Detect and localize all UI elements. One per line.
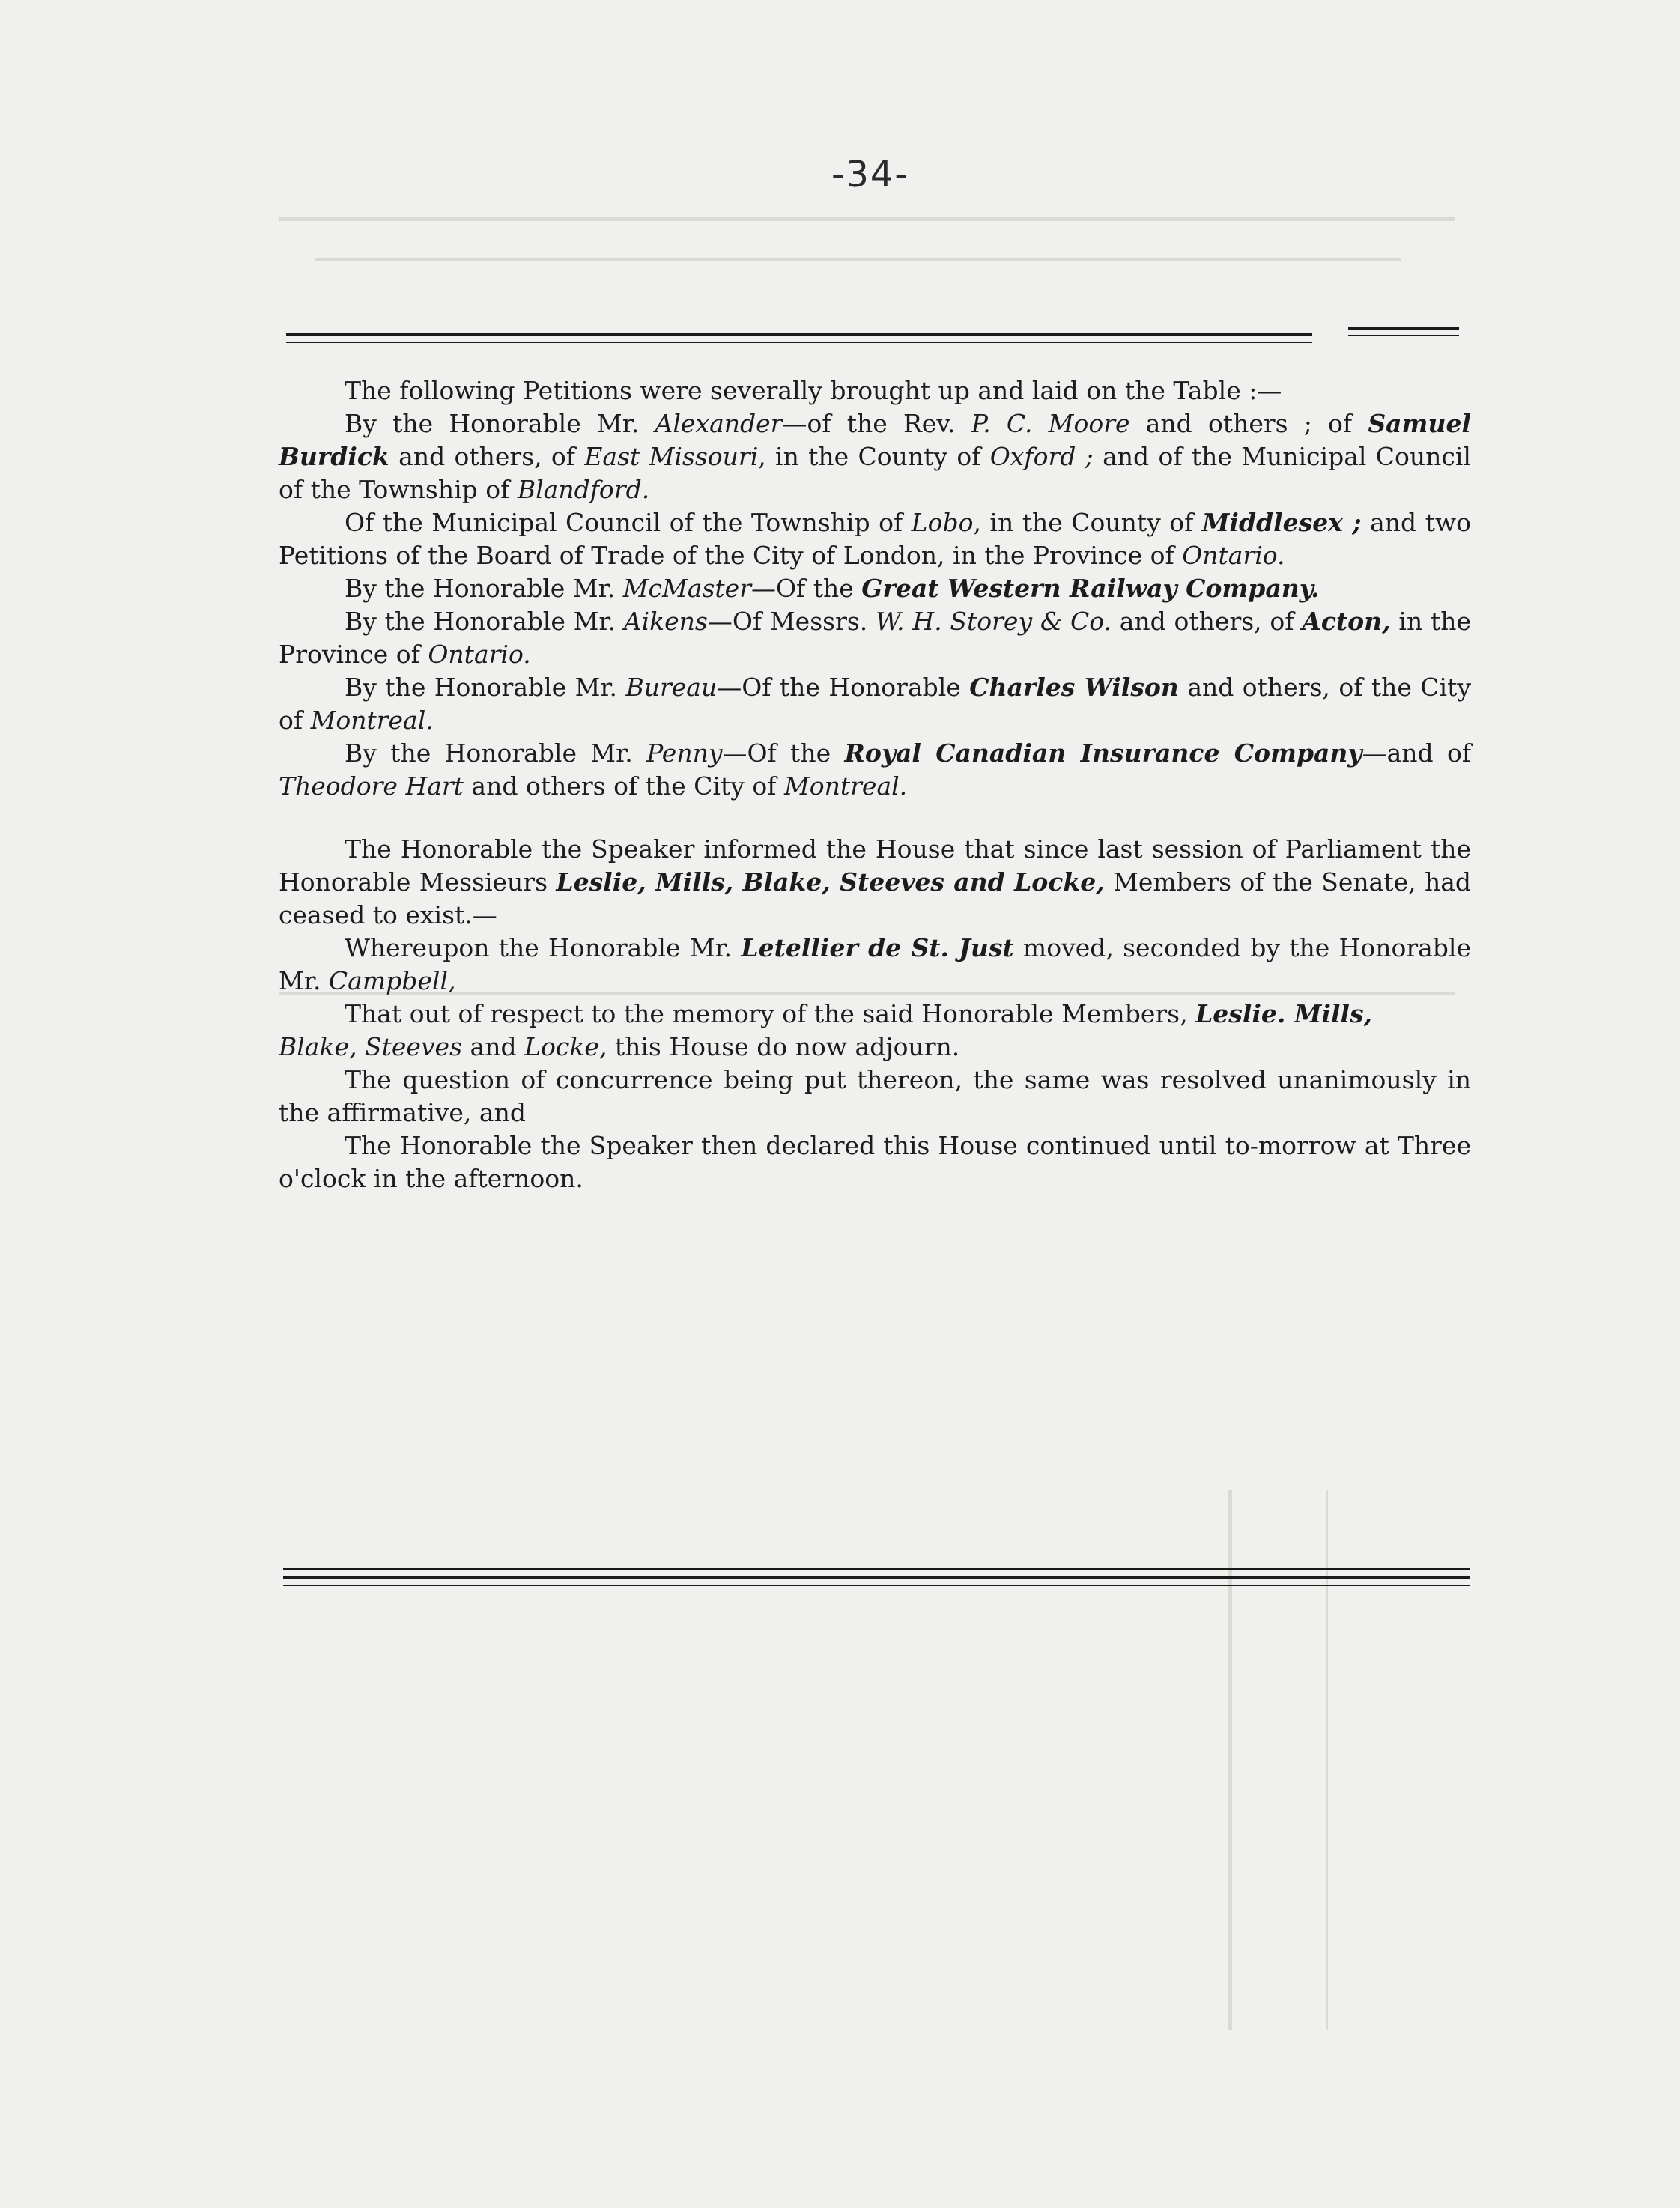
bottom-rule-thin-2 — [283, 1585, 1470, 1586]
petition-lobo: Of the Municipal Council of the Township of Lobo, in the County of Middlesex ; and two Petitions of the Board of Trade of the City of London, in the Province of Ontario. — [279, 508, 1472, 570]
petition-bureau: By the Honorable Mr. Bureau—Of the Honorable Charles Wilson and others, of the City of Montreal. — [279, 673, 1472, 735]
member-name: Bureau — [625, 673, 718, 702]
top-rule-right-thick — [1348, 327, 1459, 330]
bleed-through-rule — [279, 217, 1455, 221]
adjournment: The Honorable the Speaker then declared this House continued until to-morrow at Three o'clock in the afternoon. — [279, 1131, 1471, 1193]
page-number: -34- — [831, 154, 909, 195]
bleed-through-rule — [1228, 1490, 1232, 2030]
member-name: McMaster — [622, 574, 751, 603]
speaker-announcement: The Honorable the Speaker informed the House that since last session of Parliament the Honorable Messieurs Leslie, Mills, Blake, Steeves and Locke, Members of the Senate, had ceased to exist.— — [279, 834, 1472, 929]
bottom-rule-thin — [283, 1568, 1470, 1570]
concurrence: The question of concurrence being put thereon, the same was resolved unanimously in the affirmative, and — [279, 1065, 1471, 1127]
bleed-through-rule — [1326, 1490, 1328, 2030]
top-rule-thin — [286, 342, 1312, 343]
top-rule-thick — [286, 333, 1312, 336]
petition-alexander: By the Honorable Mr. Alexander—of the Rev. P. C. Moore and others ; of Samuel Burdick and others, of East Missouri, in the County of Oxford ; and of the Municipal Council of the Township of Blandford. — [279, 409, 1471, 504]
petition-mcmaster: By the Honorable Mr. McMaster—Of the Great Western Railway Company. — [345, 574, 1320, 603]
member-name: Penny — [646, 738, 723, 768]
petition-penny: By the Honorable Mr. Penny—Of the Royal Canadian Insurance Company—and of Theodore Hart and others of the City of Montreal. — [279, 738, 1472, 801]
member-name: Aikens — [623, 607, 708, 636]
bottom-rule-thick — [283, 1576, 1470, 1579]
member-name: Alexander — [655, 409, 783, 438]
petitions-intro: The following Petitions were severally brought up and laid on the Table :— — [345, 376, 1282, 405]
bleed-through-rule — [315, 258, 1401, 261]
petition-aikens: By the Honorable Mr. Aikens—Of Messrs. W. H. Storey & Co. and others, of Acton, in the Province of Ontario. — [279, 607, 1471, 669]
journal-body — [279, 374, 1471, 1195]
top-rule-right-thin — [1348, 335, 1459, 336]
motion: Whereupon the Honorable Mr. Letellier de St. Just moved, seconded by the Honorable Mr. Campbell, — [279, 933, 1471, 995]
motion-text: That out of respect to the memory of the said Honorable Members, Leslie. Mills, Blake, Steeves and Locke, this House do now adjourn. — [279, 999, 1373, 1061]
